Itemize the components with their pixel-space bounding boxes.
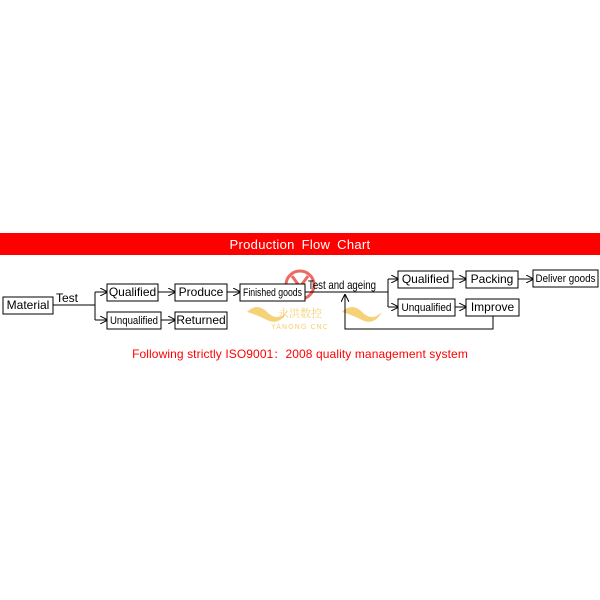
svg-text:Finished goods: Finished goods — [243, 286, 303, 299]
node-qualified-1 — [107, 284, 158, 301]
svg-text:Deliver goods: Deliver goods — [535, 272, 596, 285]
node-unqualified-2 — [398, 299, 455, 316]
node-improve — [466, 299, 519, 316]
svg-text:Qualified: Qualified — [401, 272, 450, 287]
watermark-en: YANONG CNC — [271, 323, 329, 331]
svg-text:Qualified: Qualified — [108, 285, 157, 300]
svg-text:Packing: Packing — [470, 272, 514, 287]
node-material — [3, 297, 53, 314]
node-deliver-goods — [533, 270, 598, 287]
chart-title: Production Flow Chart — [229, 236, 371, 252]
node-produce — [175, 284, 227, 301]
node-finished-goods — [240, 284, 305, 301]
node-returned — [175, 312, 227, 329]
svg-text:Unqualified: Unqualified — [401, 301, 452, 314]
svg-text:Improve: Improve — [470, 300, 515, 315]
svg-text:Produce: Produce — [178, 285, 224, 300]
node-unqualified-1 — [107, 312, 161, 329]
label-test-ageing: Test and ageing — [308, 278, 376, 292]
label-test: Test — [56, 291, 79, 305]
logo-cloud-right-icon — [342, 307, 382, 322]
quality-statement: Following strictly ISO9001：2008 quality management system — [132, 347, 468, 361]
svg-text:Returned: Returned — [176, 313, 226, 328]
svg-text:Material: Material — [6, 298, 50, 313]
node-qualified-2 — [398, 271, 453, 288]
svg-text:Unqualified: Unqualified — [110, 314, 158, 327]
node-packing — [466, 271, 518, 288]
watermark-cn: 永洪数控 — [278, 307, 322, 320]
